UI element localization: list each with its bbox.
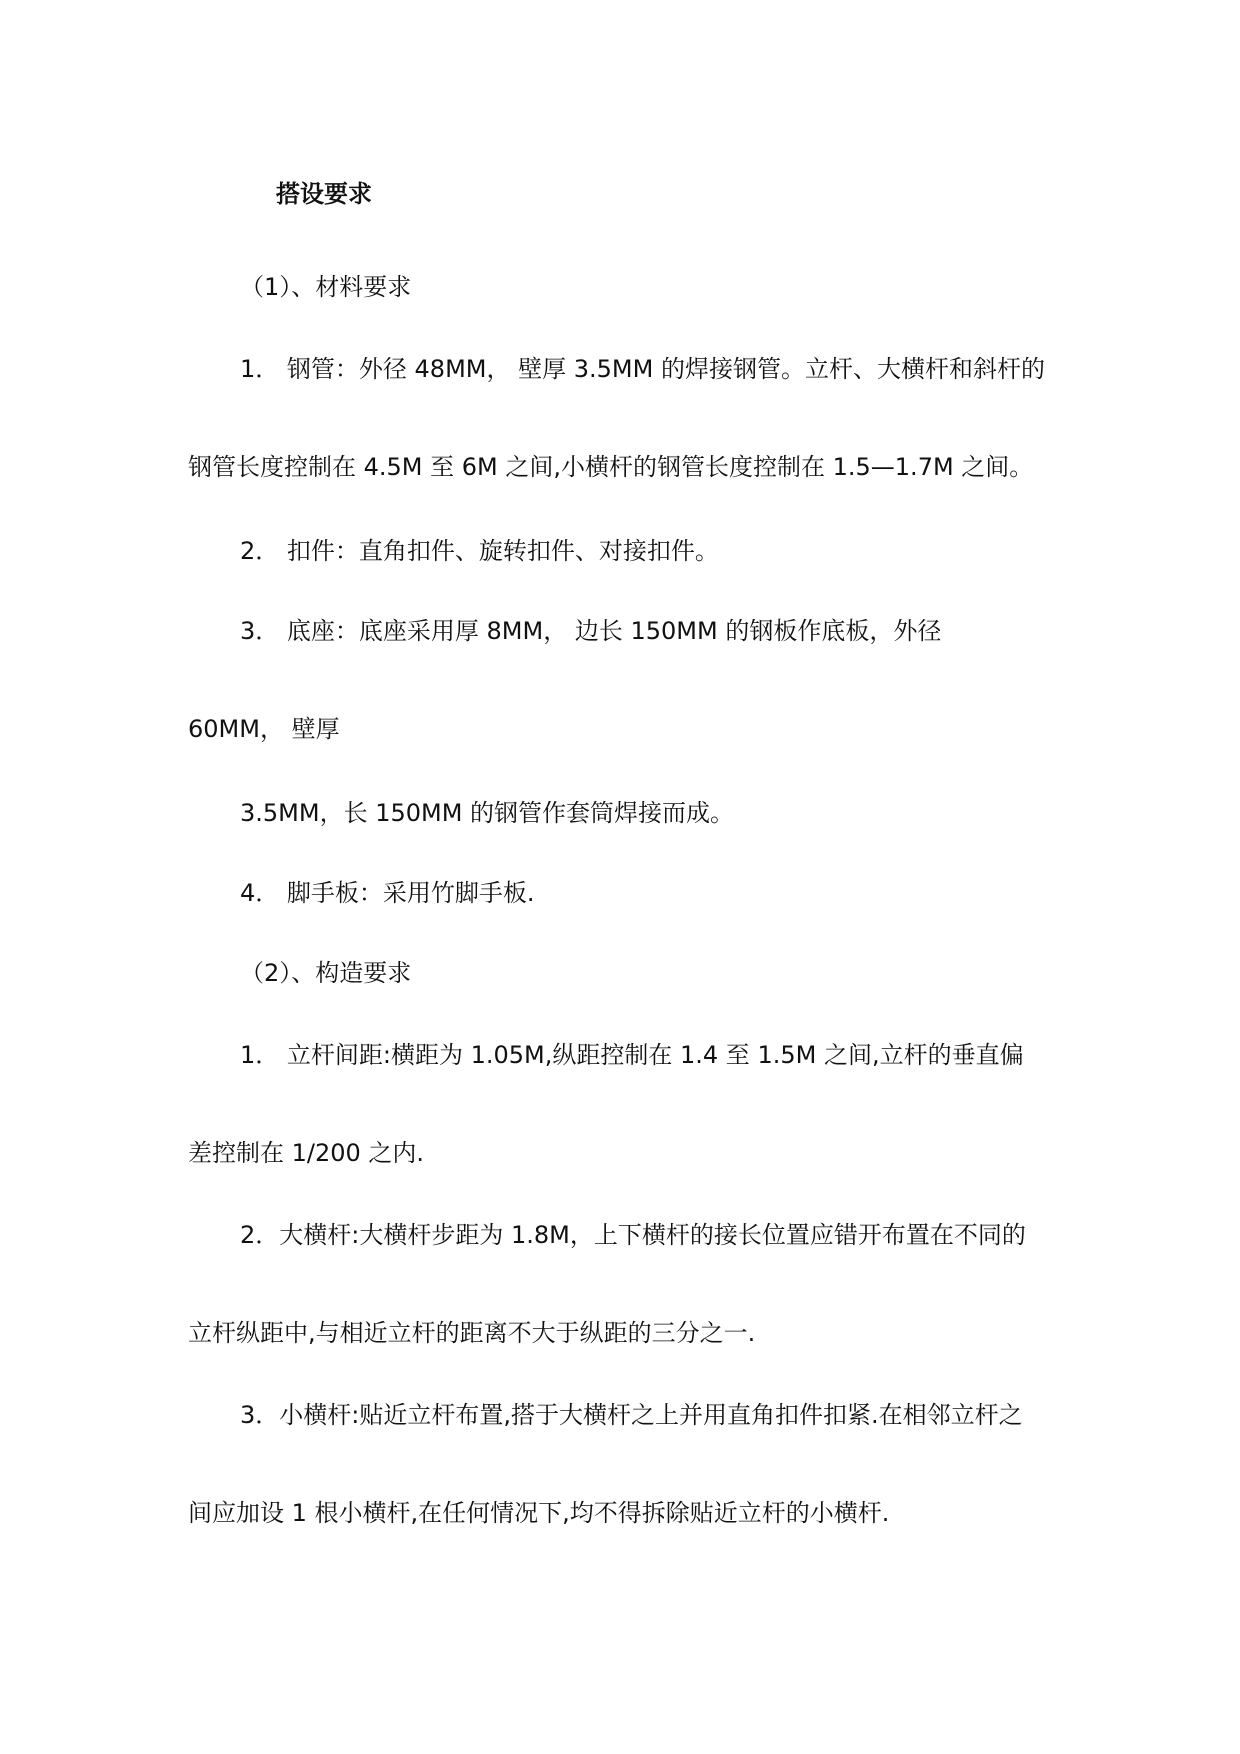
construction-item-3-line-1: 3．小横杆:贴近立杆布置,搭于大横杆之上并用直角扣件扣紧.在相邻立杆之: [240, 1401, 1023, 1429]
section-heading-construction: （2）、构造要求: [240, 959, 412, 987]
section-heading-materials: （1）、材料要求: [240, 273, 412, 301]
materials-item-3-line-2: 60MM， 壁厚: [188, 715, 340, 743]
materials-item-1-line-1: 1． 钢管：外径 48MM， 壁厚 3.5MM 的焊接钢管。立杆、大横杆和斜杆的: [240, 355, 1045, 383]
materials-item-3-line-3: 3.5MM，长 150MM 的钢管作套筒焊接而成。: [240, 799, 735, 827]
materials-item-4: 4． 脚手板：采用竹脚手板.: [240, 879, 535, 907]
construction-item-1-line-1: 1． 立杆间距:横距为 1.05M,纵距控制在 1.4 至 1.5M 之间,立杆的垂直偏: [240, 1041, 1024, 1069]
materials-item-3-line-1: 3． 底座：底座采用厚 8MM， 边长 150MM 的钢板作底板，外径: [240, 617, 942, 645]
construction-item-1-line-2: 差控制在 1/200 之内.: [188, 1139, 425, 1167]
materials-item-1-line-2: 钢管长度控制在 4.5M 至 6M 之间,小横杆的钢管长度控制在 1.5—1.7M 之间。: [188, 453, 1034, 481]
construction-item-3-line-2: 间应加设 1 根小横杆,在任何情况下,均不得拆除贴近立杆的小横杆.: [188, 1499, 890, 1527]
materials-item-2: 2． 扣件：直角扣件、旋转扣件、对接扣件。: [240, 537, 719, 565]
construction-item-2-line-2: 立杆纵距中,与相近立杆的距离不大于纵距的三分之一.: [188, 1319, 756, 1347]
page-title: 搭设要求: [276, 180, 372, 208]
construction-item-2-line-1: 2．大横杆:大横杆步距为 1.8M，上下横杆的接长位置应错开布置在不同的: [240, 1221, 1026, 1249]
